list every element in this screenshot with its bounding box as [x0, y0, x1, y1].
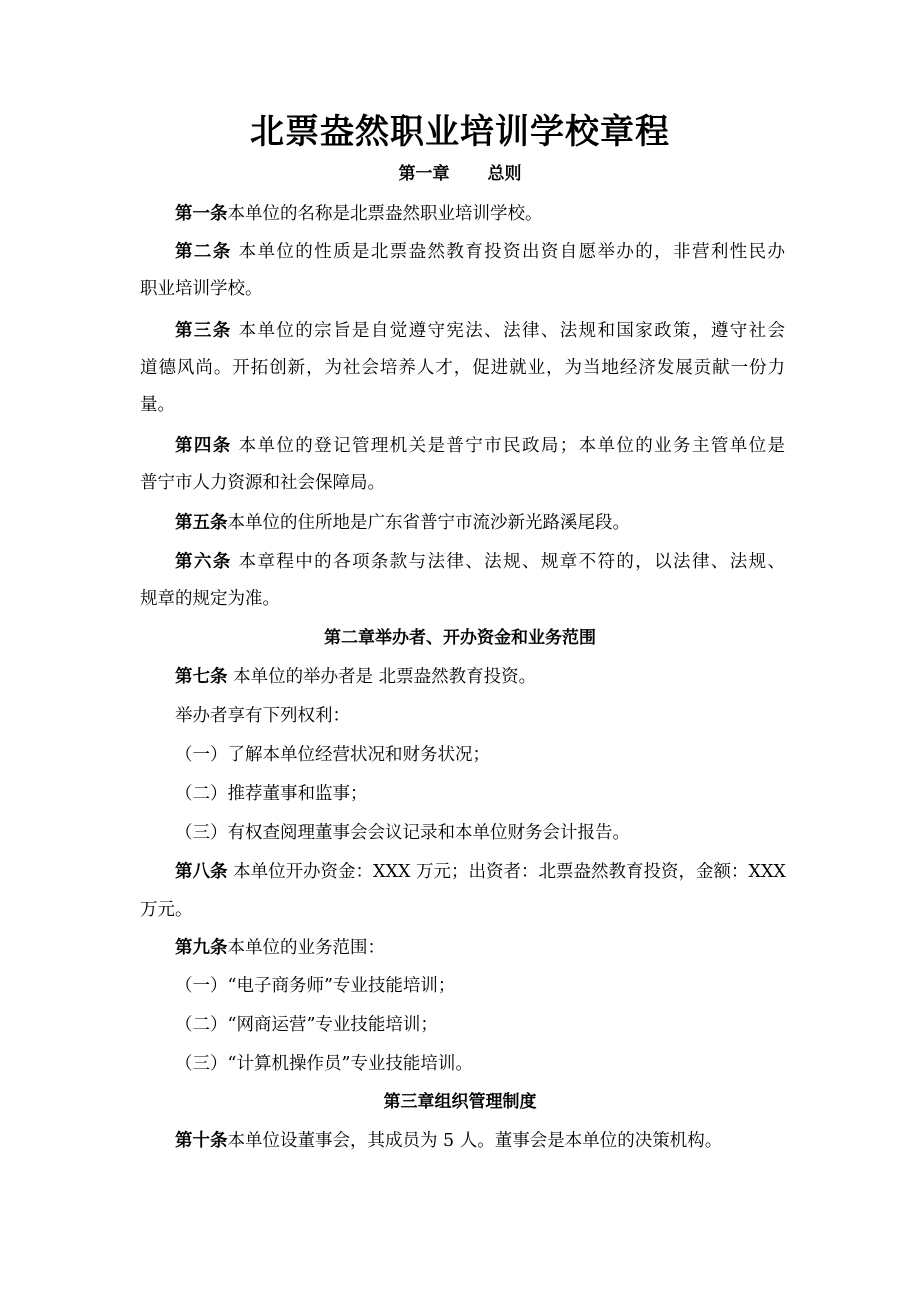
article-3-continuation-2: 量。	[140, 395, 175, 415]
article-6-text: 本章程中的各项条款与法律、法规、规章不符的，以法律、法规、	[231, 552, 786, 572]
article-8-continuation: 万元。	[140, 900, 193, 920]
article-8-text: 本单位开办资金：XXX 万元；出资者：北票盎然教育投资，金额：XXX	[227, 862, 786, 882]
article-7-label: 第七条	[175, 667, 228, 687]
article-5-text: 本单位的住所地是广东省普宁市流沙新光路溪尾段。	[227, 513, 630, 533]
article-5	[175, 507, 630, 539]
article-7-right-2: （二）推荐董事和监事；	[175, 784, 368, 804]
article-7-text: 本单位的举办者是 北票盎然教育投资。	[227, 667, 537, 687]
article-5-label: 第五条	[175, 513, 228, 533]
article-7-right-3: （三）有权查阅理董事会会议记录和本单位财务会计报告。	[175, 823, 630, 843]
article-7-right-1: （一）了解本单位经营状况和财务状况；	[175, 745, 490, 765]
article-2-text: 本单位的性质是北票盎然教育投资出资自愿举办的，非营利性民办	[231, 242, 786, 262]
article-2-continuation: 职业培训学校。	[140, 279, 263, 299]
article-4-continuation: 普宁市人力资源和社会保障局。	[140, 473, 385, 493]
article-2-label: 第二条	[175, 242, 232, 262]
chapter-1-number: 第一章	[398, 164, 450, 184]
article-3-continuation-1: 道德风尚。开拓创新，为社会培养人才，促进就业，为当地经济发展贡献一份力	[140, 358, 785, 378]
article-7	[175, 661, 536, 693]
chapter-1-heading	[0, 158, 920, 190]
article-7-rights-intro: 举办者享有下列权利：	[175, 706, 350, 726]
chapter-3-heading: 第三章组织管理制度	[383, 1092, 537, 1112]
article-3-label: 第三条	[175, 321, 232, 341]
article-9-scope-2: （二）“网商运营”专业技能培训；	[175, 1015, 438, 1035]
article-9-scope-1: （一）“电子商务师”专业技能培训；	[175, 976, 456, 996]
article-10-text: 本单位设董事会，其成员为 5 人。董事会是本单位的决策机构。	[227, 1131, 723, 1151]
article-4-label: 第四条	[175, 436, 232, 456]
article-8-label: 第八条	[175, 862, 228, 882]
article-1-text: 本单位的名称是北票盎然职业培训学校。	[227, 204, 543, 224]
article-1-label: 第一条	[175, 204, 228, 224]
chapter-1-name: 总则	[487, 164, 522, 184]
article-10-label: 第十条	[175, 1131, 228, 1151]
article-1	[175, 198, 543, 230]
article-9	[175, 932, 385, 964]
article-3	[175, 315, 785, 347]
article-6	[175, 546, 785, 578]
article-10	[175, 1125, 722, 1157]
article-9-text: 本单位的业务范围：	[227, 938, 385, 958]
article-3-text: 本单位的宗旨是自觉遵守宪法、法律、法规和国家政策，遵守社会	[231, 321, 786, 341]
article-9-label: 第九条	[175, 938, 228, 958]
article-6-continuation: 规章的规定为准。	[140, 589, 280, 609]
article-4	[175, 430, 785, 462]
article-9-scope-3: （三）“计算机操作员”专业技能培训。	[175, 1054, 473, 1074]
article-2	[175, 236, 785, 268]
article-4-text: 本单位的登记管理机关是普宁市民政局；本单位的业务主管单位是	[231, 436, 786, 456]
article-6-label: 第六条	[175, 552, 232, 572]
chapter-2-heading: 第二章举办者、开办资金和业务范围	[324, 628, 596, 648]
document-title: 北票盎然职业培训学校章程	[250, 112, 670, 152]
article-8	[175, 856, 785, 888]
